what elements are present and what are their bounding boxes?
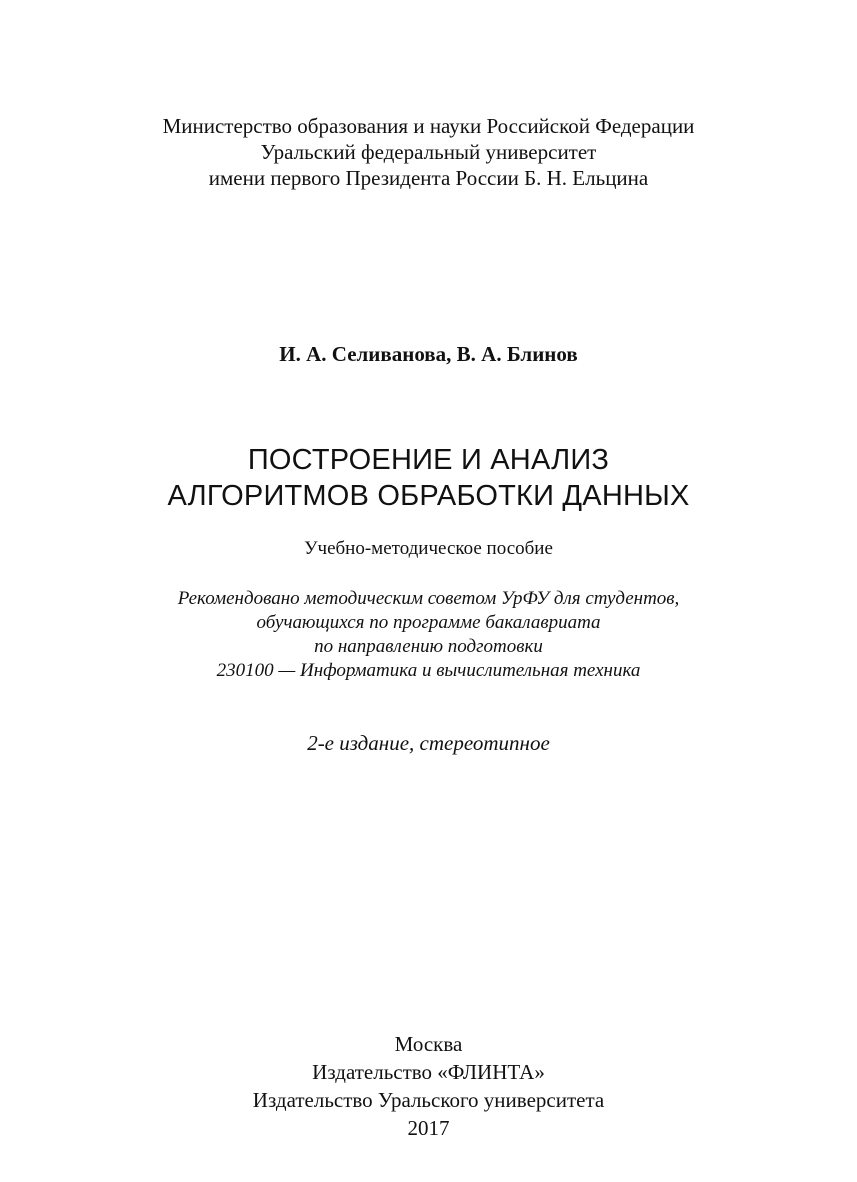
publisher-info: [0, 1030, 857, 1142]
recommendation-line-4: 230100 — Информатика и вычислительная техника: [216, 660, 641, 681]
edition-line: 2-е издание, стереотипное: [307, 731, 550, 755]
authors-line: И. А. Селиванова, В. А. Блинов: [279, 342, 578, 366]
university-honorific-line: имени первого Президента России Б. Н. Ельцина: [208, 166, 649, 190]
title-line-2: АЛГОРИТМОВ ОБРАБОТКИ ДАННЫХ: [167, 480, 690, 512]
title-line-1: ПОСТРОЕНИЕ И АНАЛИЗ: [247, 444, 610, 476]
institution-header: [0, 113, 857, 191]
publisher-name-1: Издательство «ФЛИНТА»: [312, 1060, 545, 1084]
book-subtitle: [0, 536, 857, 562]
recommendation-line-1: Рекомендовано методическим советом УрФУ для студентов,: [177, 588, 680, 609]
recommendation-line-3: по направлению подготовки: [314, 636, 543, 657]
recommendation-note: [0, 587, 857, 683]
publication-year: 2017: [407, 1116, 450, 1140]
subtitle-line: Учебно-методическое пособие: [304, 538, 553, 559]
book-title: [0, 442, 857, 514]
authors: [0, 340, 857, 368]
university-line: Уральский федеральный университет: [260, 140, 597, 164]
edition-note: [0, 729, 857, 757]
publisher-name-2: Издательство Уральского университета: [252, 1088, 605, 1112]
ministry-line: Министерство образования и науки Российской Федерации: [162, 114, 695, 138]
publisher-city: Москва: [394, 1032, 463, 1056]
recommendation-line-2: обучающихся по программе бакалавриата: [256, 612, 601, 633]
